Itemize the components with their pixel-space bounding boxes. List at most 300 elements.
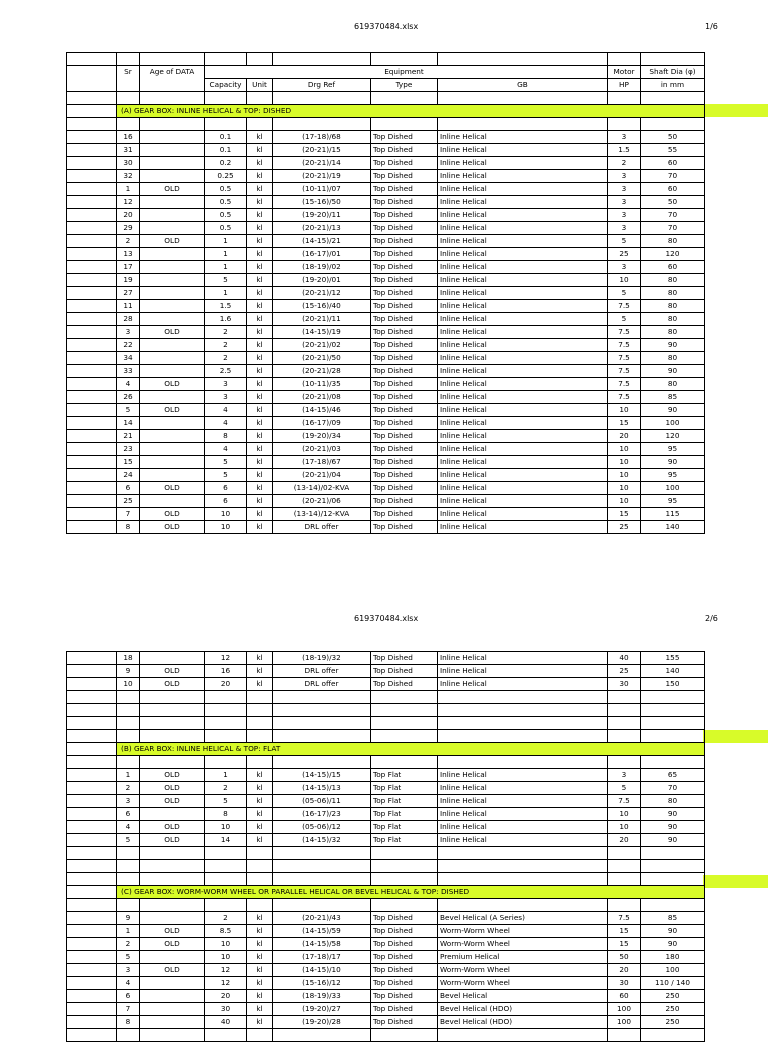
blank-cell xyxy=(67,756,117,769)
capacity-cell: 10 xyxy=(205,951,247,964)
hp-cell: 30 xyxy=(608,678,641,691)
blank-cell xyxy=(641,1029,705,1042)
shaft-cell: 60 xyxy=(641,157,705,170)
drg-ref-cell: DRL offer xyxy=(273,665,371,678)
blank-cell xyxy=(608,704,641,717)
drg-ref-cell: (17-18)/17 xyxy=(273,951,371,964)
capacity-cell: 12 xyxy=(205,977,247,990)
unit-cell: kl xyxy=(247,339,273,352)
blank-cell xyxy=(247,1029,273,1042)
unit-cell: kl xyxy=(247,300,273,313)
gb-cell: Inline Helical xyxy=(438,235,608,248)
shaft-cell: 70 xyxy=(641,222,705,235)
table-row xyxy=(67,222,705,235)
hp-cell: 7.5 xyxy=(608,378,641,391)
type-cell: Top Dished xyxy=(371,456,438,469)
hp-cell: 5 xyxy=(608,287,641,300)
sr-cell: 13 xyxy=(117,248,140,261)
table-row xyxy=(67,248,705,261)
drg-ref-cell: (20-21)/04 xyxy=(273,469,371,482)
age-cell: OLD xyxy=(140,235,205,248)
blank-cell xyxy=(140,691,205,704)
unit-cell: kl xyxy=(247,1003,273,1016)
type-cell: Top Dished xyxy=(371,157,438,170)
drg-ref-cell: (05-06)/12 xyxy=(273,821,371,834)
type-cell: Top Flat xyxy=(371,769,438,782)
type-cell: Top Dished xyxy=(371,652,438,665)
blank-cell xyxy=(67,248,117,261)
sr-cell: 20 xyxy=(117,209,140,222)
drg-ref-cell: (10-11)/07 xyxy=(273,183,371,196)
gb-cell: Inline Helical xyxy=(438,183,608,196)
blank-cell xyxy=(641,717,705,730)
gb-cell: Bevel Helical (HDO) xyxy=(438,1016,608,1029)
blank-cell xyxy=(641,899,705,912)
table-row xyxy=(67,209,705,222)
table-row xyxy=(67,352,705,365)
blank-cell xyxy=(67,326,117,339)
drg-ref-cell: DRL offer xyxy=(273,678,371,691)
gb-cell: Inline Helical xyxy=(438,144,608,157)
type-cell: Top Dished xyxy=(371,287,438,300)
age-cell: OLD xyxy=(140,821,205,834)
blank-cell xyxy=(371,873,438,886)
unit-cell: kl xyxy=(247,378,273,391)
unit-cell: kl xyxy=(247,469,273,482)
age-cell xyxy=(140,495,205,508)
capacity-cell: 0.5 xyxy=(205,209,247,222)
sr-cell: 24 xyxy=(117,469,140,482)
age-cell xyxy=(140,391,205,404)
unit-cell: kl xyxy=(247,131,273,144)
shaft-cell: 80 xyxy=(641,352,705,365)
drg-ref-cell: (13-14)/02-KVA xyxy=(273,482,371,495)
shaft-cell: 115 xyxy=(641,508,705,521)
gb-cell: Inline Helical xyxy=(438,469,608,482)
drg-ref-cell: (19-20)/27 xyxy=(273,1003,371,1016)
sr-cell: 6 xyxy=(117,990,140,1003)
capacity-cell: 3 xyxy=(205,391,247,404)
file-name: 619370484.xlsx xyxy=(354,22,419,31)
drg-ref-cell: (15-16)/40 xyxy=(273,300,371,313)
age-cell xyxy=(140,170,205,183)
age-cell xyxy=(140,144,205,157)
gb-cell: Inline Helical xyxy=(438,769,608,782)
unit-cell: kl xyxy=(247,209,273,222)
shaft-cell: 50 xyxy=(641,196,705,209)
blank-cell xyxy=(67,352,117,365)
blank-cell xyxy=(247,730,273,743)
unit-header: Unit xyxy=(247,79,273,92)
blank-cell xyxy=(205,860,247,873)
blank-cell xyxy=(371,847,438,860)
gb-cell: Worm-Worm Wheel xyxy=(438,977,608,990)
age-cell: OLD xyxy=(140,925,205,938)
blank-cell xyxy=(273,717,371,730)
blank-cell xyxy=(641,860,705,873)
blank-cell xyxy=(67,1016,117,1029)
age-cell xyxy=(140,430,205,443)
gb-cell: Worm-Worm Wheel xyxy=(438,925,608,938)
blank-cell xyxy=(117,756,140,769)
blank-cell xyxy=(273,704,371,717)
blank-cell xyxy=(140,756,205,769)
capacity-cell: 10 xyxy=(205,508,247,521)
blank-cell xyxy=(67,990,117,1003)
shaft-cell: 70 xyxy=(641,209,705,222)
table-row xyxy=(67,521,705,534)
drg-ref-cell: (20-21)/19 xyxy=(273,170,371,183)
drg-ref-cell: (14-15)/13 xyxy=(273,782,371,795)
hp-cell: 3 xyxy=(608,131,641,144)
shaft-cell: 90 xyxy=(641,925,705,938)
blank-cell xyxy=(273,756,371,769)
blank-cell xyxy=(641,704,705,717)
age-cell xyxy=(140,300,205,313)
drg-ref-cell: (19-20)/11 xyxy=(273,209,371,222)
blank-cell xyxy=(641,873,705,886)
table-row xyxy=(67,821,705,834)
blank-cell xyxy=(205,847,247,860)
capacity-cell: 20 xyxy=(205,678,247,691)
shaft-cell: 80 xyxy=(641,274,705,287)
blank-cell xyxy=(67,717,117,730)
drg-ref-cell: (16-17)/23 xyxy=(273,808,371,821)
highlight-band xyxy=(703,875,768,888)
table-row xyxy=(67,782,705,795)
capacity-cell: 5 xyxy=(205,469,247,482)
blank-cell xyxy=(67,795,117,808)
type-cell: Top Dished xyxy=(371,469,438,482)
sr-cell: 25 xyxy=(117,495,140,508)
blank-cell xyxy=(608,756,641,769)
capacity-cell: 2 xyxy=(205,352,247,365)
shaft-cell: 80 xyxy=(641,287,705,300)
age-cell: OLD xyxy=(140,769,205,782)
unit-cell: kl xyxy=(247,808,273,821)
page-number: 2/6 xyxy=(705,614,718,623)
shaft-cell: 90 xyxy=(641,808,705,821)
age-cell xyxy=(140,352,205,365)
page-number: 1/6 xyxy=(705,22,718,31)
blank-cell xyxy=(438,873,608,886)
blank-cell xyxy=(117,899,140,912)
age-cell: OLD xyxy=(140,326,205,339)
sr-cell: 14 xyxy=(117,417,140,430)
gb-cell: Inline Helical xyxy=(438,196,608,209)
gb-cell: Inline Helical xyxy=(438,352,608,365)
drg-ref-cell: (20-21)/50 xyxy=(273,352,371,365)
hp-cell: 50 xyxy=(608,951,641,964)
sr-cell: 8 xyxy=(117,1016,140,1029)
blank-cell xyxy=(67,678,117,691)
sr-cell: 33 xyxy=(117,365,140,378)
blank-cell xyxy=(140,899,205,912)
unit-cell: kl xyxy=(247,326,273,339)
unit-cell: kl xyxy=(247,404,273,417)
hp-cell: 10 xyxy=(608,821,641,834)
capacity-cell: 4 xyxy=(205,443,247,456)
sr-cell: 31 xyxy=(117,144,140,157)
capacity-cell: 5 xyxy=(205,274,247,287)
unit-cell: kl xyxy=(247,222,273,235)
blank-cell xyxy=(67,183,117,196)
page-header xyxy=(0,20,768,34)
unit-cell: kl xyxy=(247,313,273,326)
unit-cell: kl xyxy=(247,912,273,925)
blank-cell xyxy=(247,704,273,717)
blank-cell xyxy=(371,899,438,912)
blank-cell xyxy=(273,730,371,743)
blank-cell xyxy=(438,704,608,717)
sr-cell: 5 xyxy=(117,951,140,964)
blank-cell xyxy=(67,821,117,834)
type-cell: Top Dished xyxy=(371,300,438,313)
drg-ref-cell: (20-21)/43 xyxy=(273,912,371,925)
sr-cell: 29 xyxy=(117,222,140,235)
age-cell xyxy=(140,808,205,821)
drg-ref-cell: (13-14)/12-KVA xyxy=(273,508,371,521)
gb-cell: Inline Helical xyxy=(438,678,608,691)
table-row xyxy=(67,157,705,170)
hp-cell: 20 xyxy=(608,964,641,977)
capacity-cell: 1.6 xyxy=(205,313,247,326)
drg-ref-cell: (14-15)/32 xyxy=(273,834,371,847)
drg-ref-cell: (05-06)/11 xyxy=(273,795,371,808)
unit-cell: kl xyxy=(247,456,273,469)
age-cell: OLD xyxy=(140,834,205,847)
shaft-cell: 90 xyxy=(641,938,705,951)
type-cell: Top Dished xyxy=(371,326,438,339)
sr-cell: 27 xyxy=(117,287,140,300)
blank-cell xyxy=(67,925,117,938)
gb-cell: Inline Helical xyxy=(438,209,608,222)
shaft-cell: 80 xyxy=(641,300,705,313)
type-cell: Top Dished xyxy=(371,170,438,183)
gb-cell: Bevel Helical (HDO) xyxy=(438,1003,608,1016)
gb-cell: Inline Helical xyxy=(438,482,608,495)
type-cell: Top Dished xyxy=(371,443,438,456)
blank-cell xyxy=(140,860,205,873)
table-row xyxy=(67,769,705,782)
capacity-cell: 30 xyxy=(205,1003,247,1016)
shaft-cell: 120 xyxy=(641,430,705,443)
drg-ref-cell: (14-15)/21 xyxy=(273,235,371,248)
capacity-cell: 1 xyxy=(205,235,247,248)
blank-cell xyxy=(641,730,705,743)
unit-cell: kl xyxy=(247,196,273,209)
type-cell: Top Dished xyxy=(371,235,438,248)
sr-cell: 8 xyxy=(117,521,140,534)
sheet-page-2 xyxy=(0,600,768,1024)
unit-cell: kl xyxy=(247,443,273,456)
capacity-cell: 5 xyxy=(205,795,247,808)
section-row xyxy=(67,886,705,899)
table-row xyxy=(67,404,705,417)
capacity-cell: 1 xyxy=(205,769,247,782)
table-row xyxy=(67,951,705,964)
table-row xyxy=(67,456,705,469)
type-cell: Top Dished xyxy=(371,131,438,144)
type-cell: Top Dished xyxy=(371,391,438,404)
hp-header: HP xyxy=(608,79,641,92)
gb-cell: Inline Helical xyxy=(438,821,608,834)
unit-cell: kl xyxy=(247,417,273,430)
type-cell: Top Dished xyxy=(371,938,438,951)
blank-cell xyxy=(67,704,117,717)
gb-cell: Worm-Worm Wheel xyxy=(438,964,608,977)
blank-cell xyxy=(371,756,438,769)
age-cell xyxy=(140,469,205,482)
type-cell: Top Dished xyxy=(371,365,438,378)
sr-cell: 1 xyxy=(117,183,140,196)
hp-cell: 25 xyxy=(608,521,641,534)
table-row xyxy=(67,196,705,209)
hp-cell: 10 xyxy=(608,404,641,417)
capacity-cell: 8.5 xyxy=(205,925,247,938)
table-row xyxy=(67,339,705,352)
blank-cell xyxy=(67,847,117,860)
capacity-cell: 12 xyxy=(205,652,247,665)
capacity-cell: 0.2 xyxy=(205,157,247,170)
age-cell xyxy=(140,417,205,430)
gb-cell: Inline Helical xyxy=(438,456,608,469)
hp-cell: 1.5 xyxy=(608,144,641,157)
age-cell: OLD xyxy=(140,938,205,951)
drg-ref-cell: (20-21)/12 xyxy=(273,287,371,300)
unit-cell: kl xyxy=(247,144,273,157)
capacity-cell: 0.5 xyxy=(205,222,247,235)
type-cell: Top Dished xyxy=(371,495,438,508)
blank-cell xyxy=(205,899,247,912)
hp-cell: 5 xyxy=(608,235,641,248)
table-row xyxy=(67,170,705,183)
sr-cell: 3 xyxy=(117,795,140,808)
type-cell: Top Dished xyxy=(371,1016,438,1029)
capacity-cell: 1 xyxy=(205,248,247,261)
unit-cell: kl xyxy=(247,977,273,990)
blank-cell xyxy=(247,873,273,886)
blank-cell xyxy=(117,847,140,860)
shaft-cell: 90 xyxy=(641,339,705,352)
gb-cell: Inline Helical xyxy=(438,508,608,521)
table-row xyxy=(67,365,705,378)
gb-cell: Inline Helical xyxy=(438,404,608,417)
gb-cell: Inline Helical xyxy=(438,652,608,665)
drg-ref-header: Drg Ref xyxy=(273,79,371,92)
table-row xyxy=(67,912,705,925)
capacity-cell: 0.1 xyxy=(205,144,247,157)
shaft-cell: 90 xyxy=(641,834,705,847)
blank-cell xyxy=(67,196,117,209)
in-mm-header: in mm xyxy=(641,79,705,92)
age-cell xyxy=(140,196,205,209)
blank-cell xyxy=(67,469,117,482)
gb-header: GB xyxy=(438,79,608,92)
blank-cell xyxy=(641,847,705,860)
blank-cell xyxy=(117,691,140,704)
blank-cell xyxy=(67,964,117,977)
age-cell xyxy=(140,365,205,378)
blank-cell xyxy=(67,287,117,300)
unit-cell: kl xyxy=(247,274,273,287)
hp-cell: 5 xyxy=(608,313,641,326)
type-cell: Top Dished xyxy=(371,990,438,1003)
capacity-cell: 2 xyxy=(205,339,247,352)
hp-cell: 100 xyxy=(608,1003,641,1016)
shaft-cell: 55 xyxy=(641,144,705,157)
blank-cell xyxy=(67,131,117,144)
blank-cell xyxy=(67,691,117,704)
blank-cell xyxy=(140,873,205,886)
type-cell: Top Dished xyxy=(371,482,438,495)
type-cell: Top Dished xyxy=(371,417,438,430)
section-title: (A) GEAR BOX: INLINE HELICAL & TOP: DISHED xyxy=(117,105,705,118)
sr-cell: 11 xyxy=(117,300,140,313)
sr-cell: 18 xyxy=(117,652,140,665)
drg-ref-cell: (18-19)/33 xyxy=(273,990,371,1003)
blank-row xyxy=(67,860,705,873)
table-row xyxy=(67,378,705,391)
type-cell: Top Dished xyxy=(371,222,438,235)
type-cell: Top Dished xyxy=(371,144,438,157)
age-cell xyxy=(140,339,205,352)
blank-cell xyxy=(67,222,117,235)
type-cell: Top Dished xyxy=(371,378,438,391)
unit-cell: kl xyxy=(247,925,273,938)
blank-cell xyxy=(117,873,140,886)
type-cell: Top Dished xyxy=(371,339,438,352)
type-cell: Top Dished xyxy=(371,352,438,365)
shaft-cell: 150 xyxy=(641,678,705,691)
sr-cell: 9 xyxy=(117,665,140,678)
blank-cell xyxy=(371,860,438,873)
type-cell: Top Flat xyxy=(371,834,438,847)
blank-cell xyxy=(67,482,117,495)
hp-cell: 7.5 xyxy=(608,339,641,352)
drg-ref-cell: (17-18)/68 xyxy=(273,131,371,144)
blank-cell xyxy=(117,860,140,873)
blank-cell xyxy=(67,977,117,990)
hp-cell: 15 xyxy=(608,925,641,938)
unit-cell: kl xyxy=(247,495,273,508)
sr-cell: 4 xyxy=(117,821,140,834)
table-row xyxy=(67,430,705,443)
table-row xyxy=(67,977,705,990)
hp-cell: 10 xyxy=(608,469,641,482)
capacity-cell: 2 xyxy=(205,326,247,339)
gb-cell: Inline Helical xyxy=(438,157,608,170)
blank-cell xyxy=(438,860,608,873)
shaft-cell: 85 xyxy=(641,391,705,404)
type-cell: Top Dished xyxy=(371,248,438,261)
blank-row xyxy=(67,899,705,912)
blank-cell xyxy=(67,300,117,313)
gb-cell: Inline Helical xyxy=(438,300,608,313)
type-cell: Top Dished xyxy=(371,951,438,964)
type-cell: Top Dished xyxy=(371,678,438,691)
gb-cell: Inline Helical xyxy=(438,248,608,261)
drg-ref-cell: (14-15)/59 xyxy=(273,925,371,938)
blank-cell xyxy=(608,691,641,704)
sr-cell: 1 xyxy=(117,769,140,782)
hp-cell: 3 xyxy=(608,170,641,183)
unit-cell: kl xyxy=(247,938,273,951)
capacity-cell: 2.5 xyxy=(205,365,247,378)
blank-cell xyxy=(67,912,117,925)
capacity-cell: 6 xyxy=(205,495,247,508)
drg-ref-cell: (14-15)/10 xyxy=(273,964,371,977)
